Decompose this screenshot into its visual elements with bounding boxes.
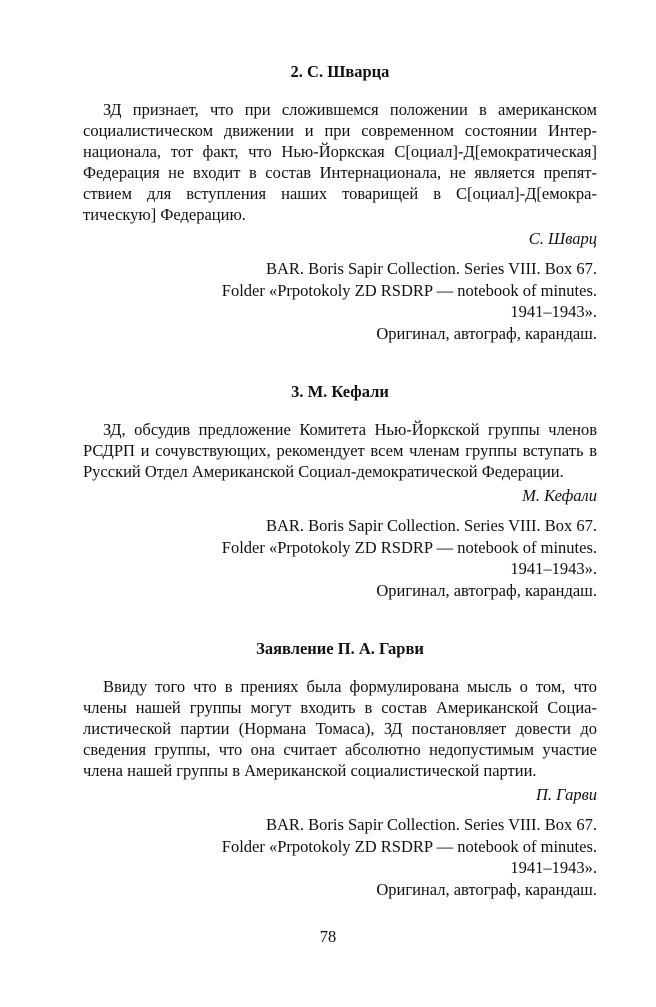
section-paragraph: ЗД признает, что при сложившемся положении в американском социалистическом движении и при современном состоянии Интернационала, тот факт, что Нью-Йоркская С[оциал]-Д[емократическая] Федерация не входит в состав Интернационала, не является препятствием для вступления наших товарищей в С[оциал]-Д[емократическую] Федерацию.: [83, 100, 597, 224]
source-line: BAR. Boris Sapir Collection. Series VIII. Box 67.: [265, 516, 597, 535]
section-heading: Заявление П. А. Гарви: [256, 639, 424, 658]
section-gap: [83, 601, 597, 639]
section-schwarz: [83, 62, 597, 344]
section-heading: 3. М. Кефали: [291, 382, 389, 401]
source-line: Folder «Prpotokoly ZD RSDRP — notebook of minutes.: [221, 537, 597, 557]
page-number: 78: [319, 927, 337, 946]
signature: С. Шварц: [528, 229, 597, 248]
section-paragraph: Ввиду того что в прениях была формулирована мысль о том, что члены нашей группы могут входить в состав Американской Социалистической партии (Нормана Томаса), ЗД постановляет довести до сведения группы, что она считает абсолютно недопустимым участие члена нашей группы в Американской социалистической партии.: [83, 677, 597, 780]
archive-source: [83, 258, 597, 344]
section-paragraph: ЗД, обсудив предложение Комитета Нью-Йоркской группы членов РСДРП и сочувствующих, рекомендует всем членам группы вступать в Русский Отдел Американской Социал-демократической Федерации.: [83, 420, 597, 481]
section-kefali: [83, 382, 597, 601]
source-line: BAR. Boris Sapir Collection. Series VIII. Box 67.: [265, 815, 597, 834]
source-line: Folder «Prpotokoly ZD RSDRP — notebook of minutes.: [221, 836, 597, 856]
source-line: 1941–1943».: [510, 858, 597, 877]
source-line: Оригинал, автограф, карандаш.: [376, 323, 597, 343]
source-line: Оригинал, автограф, карандаш.: [376, 580, 597, 600]
source-line: Folder «Prpotokoly ZD RSDRP — notebook of minutes.: [221, 280, 597, 300]
page-body: [83, 62, 597, 900]
source-line: Оригинал, автограф, карандаш.: [376, 879, 597, 899]
section-gap: [83, 344, 597, 382]
section-heading: 2. С. Шварца: [290, 62, 390, 81]
section-garvi: [83, 639, 597, 900]
signature: М. Кефали: [522, 486, 597, 505]
archive-source: [83, 814, 597, 900]
signature: П. Гарви: [535, 785, 597, 804]
archive-source: [83, 515, 597, 601]
source-line: 1941–1943».: [510, 559, 597, 578]
source-line: BAR. Boris Sapir Collection. Series VIII. Box 67.: [265, 259, 597, 278]
source-line: 1941–1943».: [510, 302, 597, 321]
